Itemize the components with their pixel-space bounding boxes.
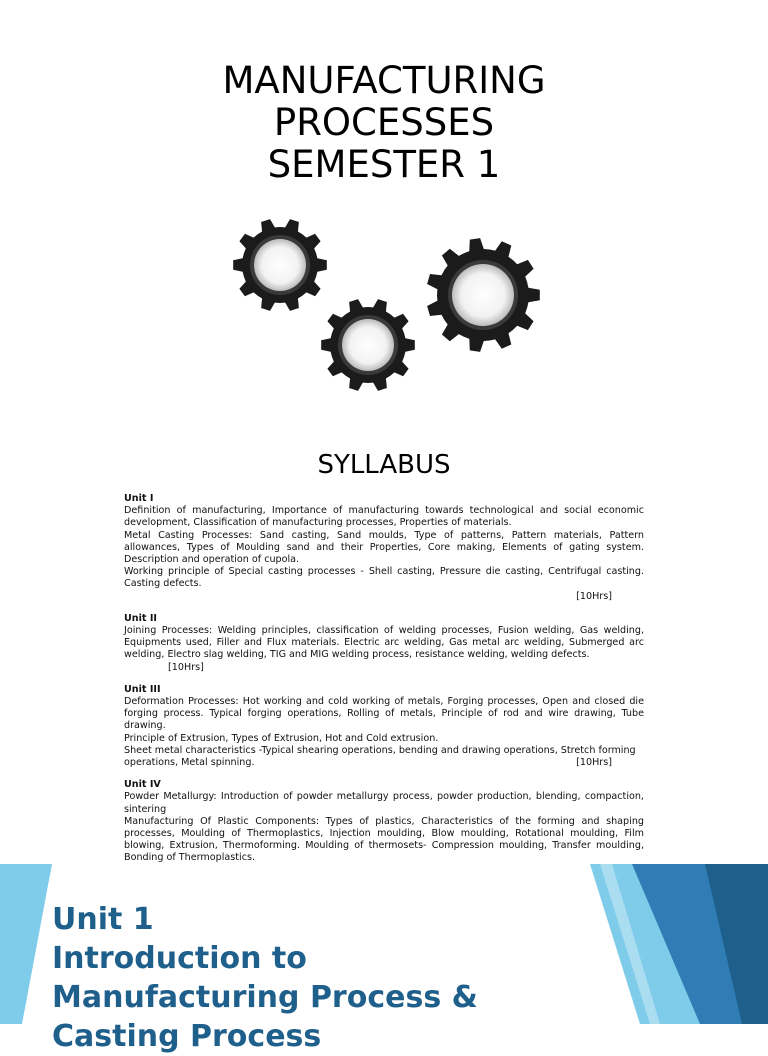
title-line-1: MANUFACTURING	[222, 59, 546, 102]
gear-left-hole	[254, 239, 306, 291]
next-title-line-4: Casting Process	[52, 1019, 322, 1054]
unit-hours: [10Hrs]	[576, 757, 612, 769]
unit-text: Joining Processes: Welding principles, classification of welding processes, Fusion welding, Gas welding, Equipments used, Filler and Flux materials. Electric arc welding, Gas metal arc welding, Submerged arc welding, Electro slag welding, TIG and MIG welding process, resistance welding, welding defects.	[124, 625, 644, 661]
unit-line	[124, 757, 644, 769]
gear-right	[427, 238, 540, 352]
unit-heading: Unit III	[124, 683, 161, 695]
gear-left	[233, 219, 327, 311]
unit-text: Definition of manufacturing, Importance of manufacturing towards technological and social economic development, Classification of manufacturing processes, Properties of materials.	[124, 505, 644, 529]
unit-i	[124, 493, 644, 603]
unit-text: Powder Metallurgy: Introduction of powder metallurgy process, powder production, blending, compaction, sintering	[124, 791, 644, 815]
next-title-line-1: Unit 1	[52, 902, 154, 937]
gear-right-hole	[452, 264, 514, 326]
document-title	[0, 60, 768, 186]
gear-middle-hole	[342, 319, 394, 371]
unit-text: Working principle of Special casting processes - Shell casting, Pressure die casting, Centrifugal casting. Casting defects.	[124, 566, 644, 590]
unit-heading: Unit II	[124, 612, 157, 624]
next-slide-title	[52, 900, 478, 1056]
unit-ii	[124, 613, 644, 674]
next-title-line-2: Introduction to	[52, 941, 307, 976]
unit-text: Deformation Processes: Hot working and cold working of metals, Forging processes, Open and closed die forging process. Typical forging operations, Rolling of metals, Principle of rod and wire drawing, Tube drawing.	[124, 696, 644, 732]
unit-text: Principle of Extrusion, Types of Extrusion, Hot and Cold extrusion.	[124, 732, 439, 744]
unit-heading: Unit IV	[124, 779, 161, 791]
unit-text: operations, Metal spinning.	[124, 757, 255, 769]
next-title-line-3: Manufacturing Process &	[52, 980, 478, 1015]
syllabus-heading: SYLLABUS	[317, 450, 451, 480]
unit-text: Metal Casting Processes: Sand casting, Sand moulds, Type of patterns, Pattern materials, Pattern allowances, Types of Moulding sand and their Properties, Core making, Elements of gating system. Description and operation of cupola.	[124, 529, 644, 566]
unit-iii	[124, 684, 644, 769]
gears-icon	[230, 215, 550, 420]
unit-hours: [10Hrs]	[168, 661, 204, 673]
gear-middle	[321, 299, 415, 391]
unit-text: Manufacturing Of Plastic Components: Types of plastics, Characteristics of the forming and shaping processes, Moulding of Thermoplastics, Injection moulding, Blow moulding, Rotational moulding, Film blowing, Extrusion, Thermoforming. Moulding of thermosets- Compression moulding, Transfer moulding, Bonding of Thermoplastics.	[124, 815, 644, 864]
unit-text: Sheet metal characteristics -Typical shearing operations, bending and drawing operations, Stretch forming	[124, 744, 636, 756]
title-line-2: PROCESSES	[273, 101, 495, 144]
unit-heading: Unit I	[124, 493, 154, 504]
unit-hours: [10Hrs]	[576, 590, 612, 602]
title-line-3: SEMESTER 1	[267, 143, 501, 186]
syllabus-content	[124, 493, 644, 891]
next-slide-preview	[0, 864, 768, 1054]
